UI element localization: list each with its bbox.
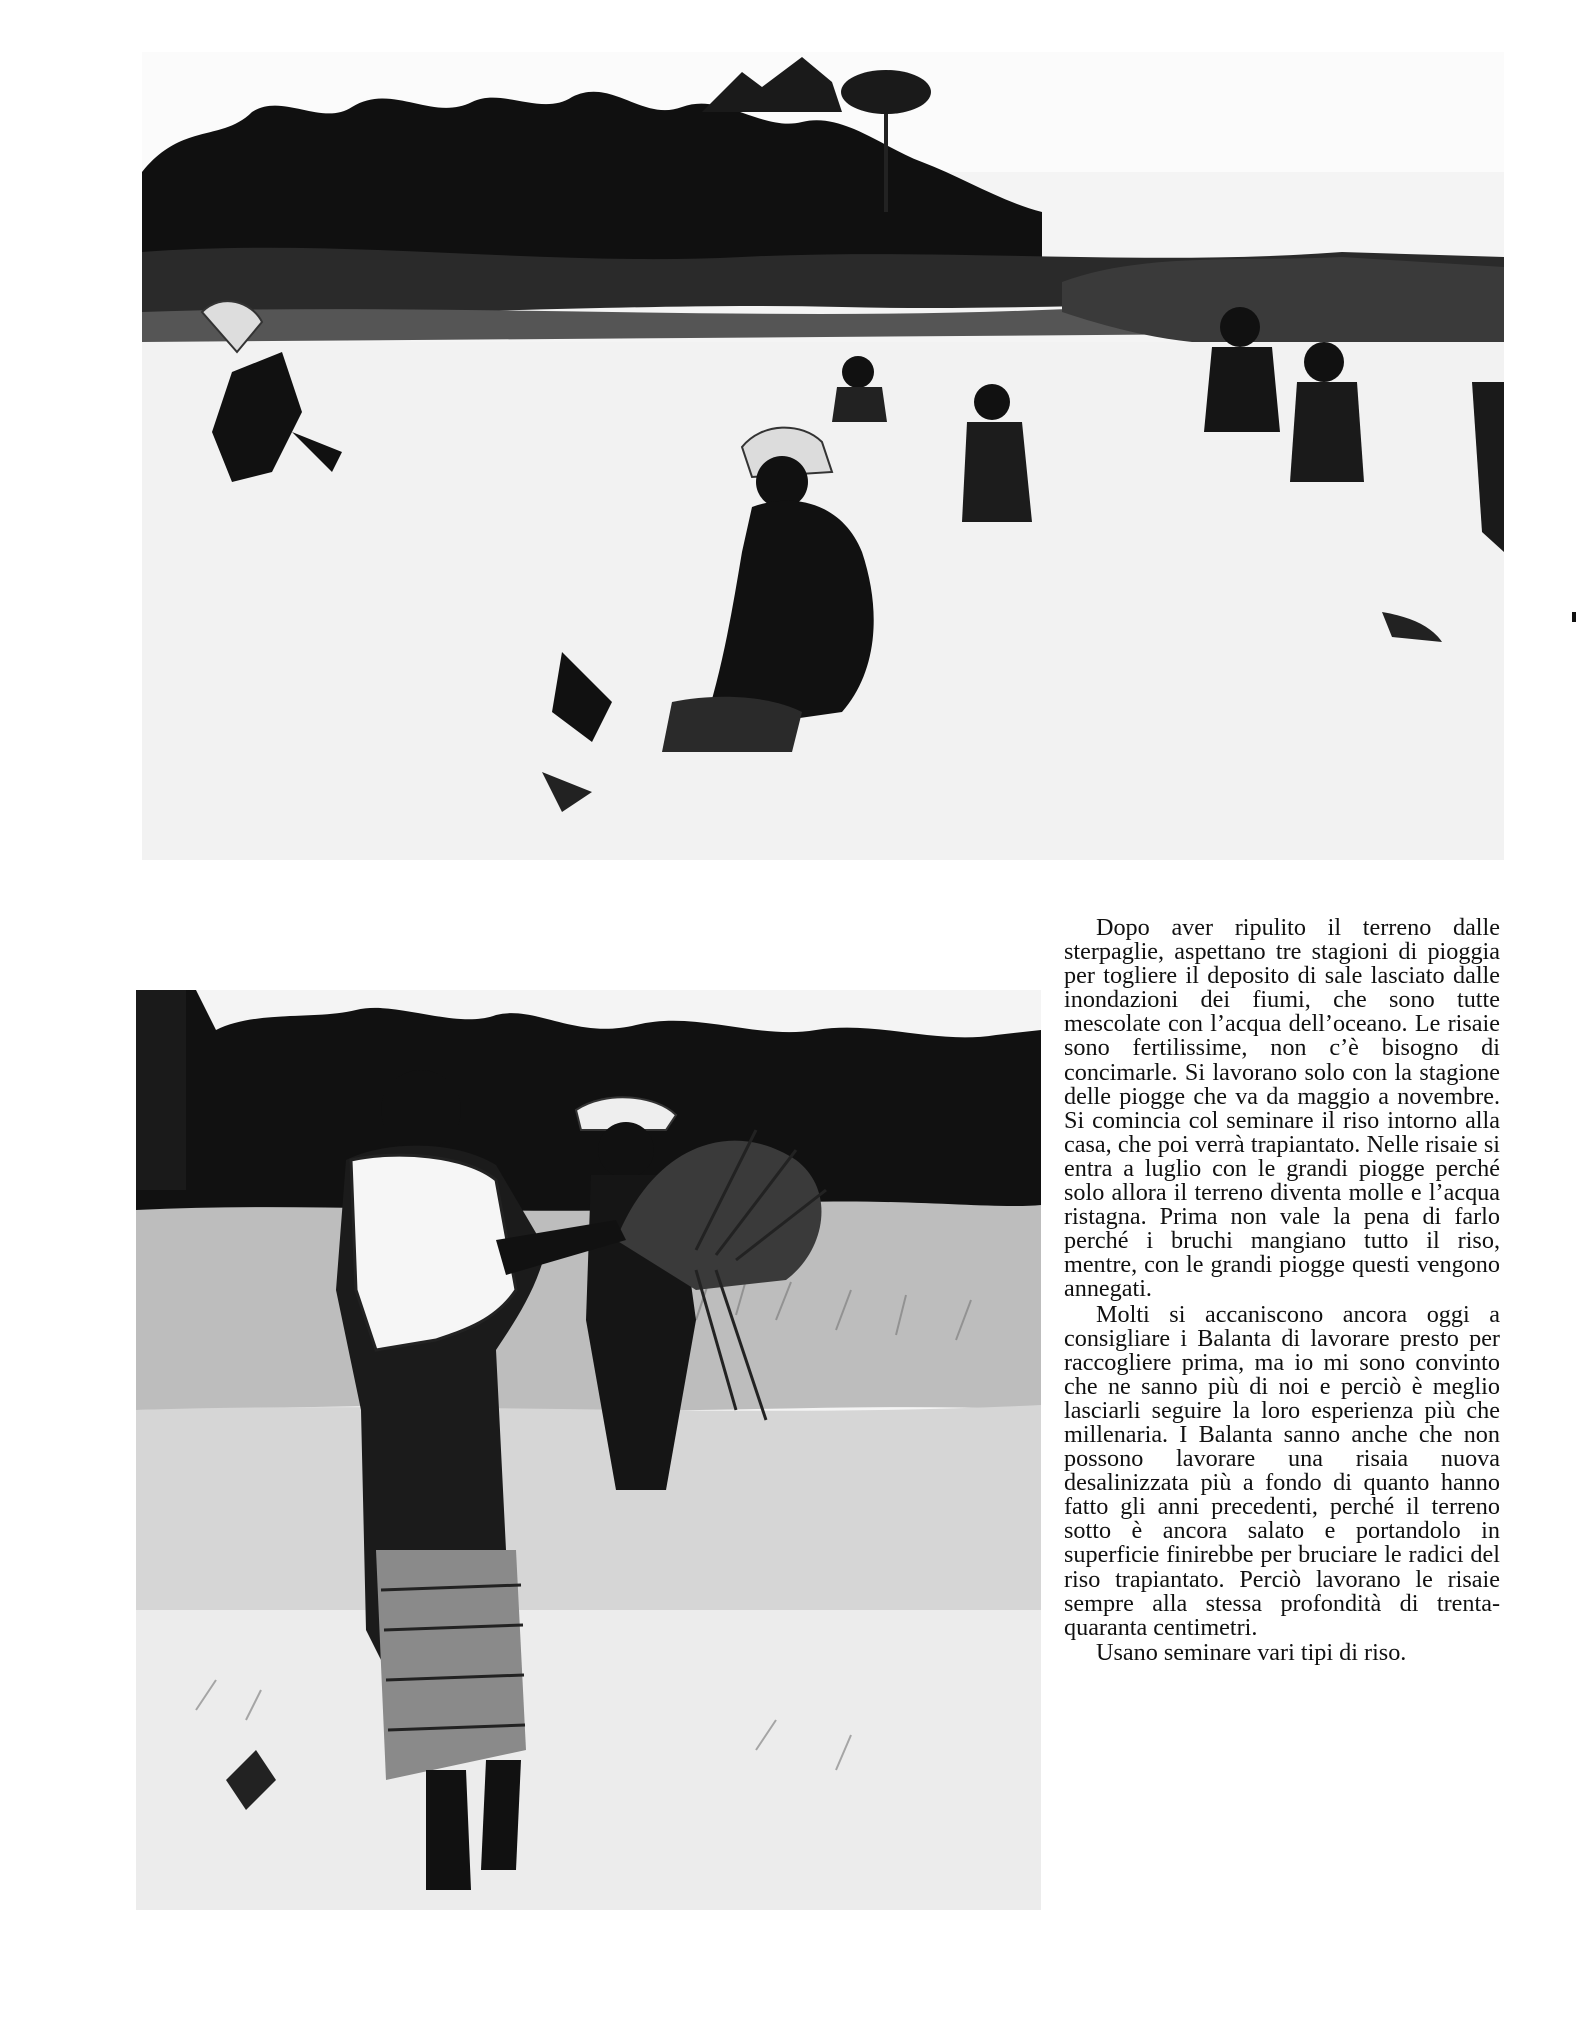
article-text-column [1064,916,1500,1665]
article-paragraph-3: Usano seminare vari tipi di riso. [1096,1638,1407,1666]
photo-bottom-graphic [136,990,1041,1910]
photo-rice-farmer-seedlings [136,990,1041,1910]
article-paragraph-2: Molti si accaniscono ancora oggi a consigliare i Balanta di lavorare presto per raccogliere prima, ma io mi sono convinto che ne sanno più di noi e perciò è meglio lasciarli seguire la loro esperienza più che millenaria. I Balanta sanno anche che non possono lavorare una risaia nuova desalinizzata più a fondo di quanto hanno fatto gli anni precedenti, perché il terreno sotto è ancora salato e portandolo in superficie finirebbe per bruciare le radici del riso trapiantato. Perciò lavorano le risaie sempre alla stessa profondità di trenta-quaranta centimetri. [1064,1300,1500,1641]
photo-top-graphic [142,52,1504,860]
page-edge-mark [1572,612,1576,622]
photo-rice-field-workers [142,52,1504,860]
article-paragraph-1: Dopo aver ripulito il terreno dalle sterpaglie, aspettano tre stagioni di pioggia per togliere il deposito di sale lasciato dalle inondazioni dei fiumi, che sono tutte mescolate con l’acqua dell’oceano. Le risaie sono fertilissime, non c’è bisogno di concimarle. Si lavorano solo con la stagione delle piogge che va da maggio a novembre. Si comincia col seminare il riso intorno alla casa, che poi verrà trapiantato. Nelle risaie si entra a luglio con le grandi piogge perché solo allora il terreno diventa molle e l’acqua ristagna. Prima non vale la pena di farlo perché i bruchi mangiano tutto il riso, mentre, con le grandi piogge questi vengono annegati. [1064,914,1500,1303]
